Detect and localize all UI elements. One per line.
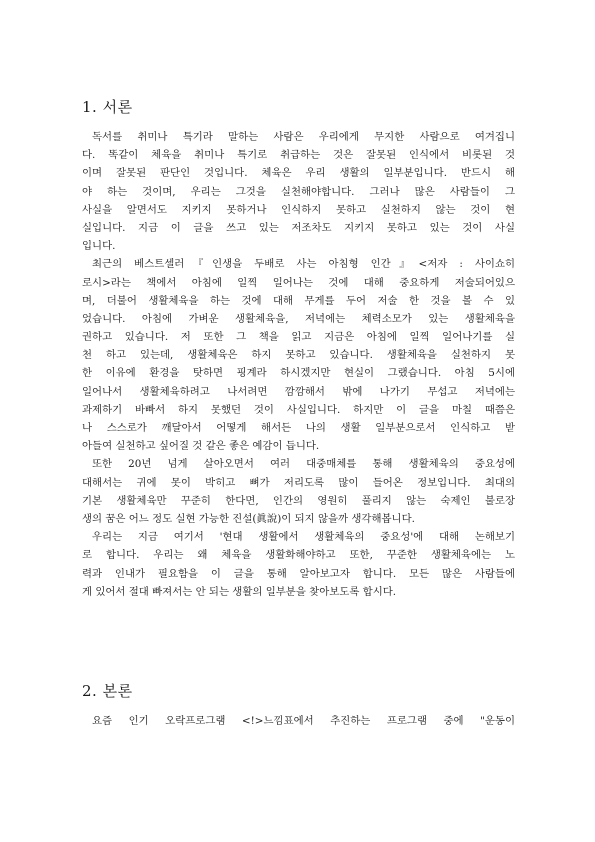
text-line: 기본 생활체육만 꾸준히 한다면, 인간의 영원히 풀리지 않는 숙제인 불로장: [82, 494, 515, 507]
text-line: 아들여 실천하고 싶어질 것 같은 좋은 예감이 듭니다.: [82, 440, 320, 453]
text-line: 며, 더불어 생활체육을 하는 것에 대해 무게를 두어 저술 한 것을 볼 수 있: [82, 294, 515, 307]
text-line: 과제하기 바빠서 하지 못했던 것이 사실입니다. 하지만 이 글을 마칠 때쯤은: [82, 403, 515, 416]
text-line: 로 합니다. 우리는 왜 체육을 생활화해야하고 또한, 꾸준한 생활체육에는 노: [82, 549, 515, 562]
text-line: 천 하고 있는데, 생활체육은 하지 못하고 있습니다. 생활체육을 실천하지 못: [82, 349, 515, 362]
text-line: 또한 20년 넘게 살아오면서 여러 대중매체를 통해 생활체육의 중요성에: [92, 458, 515, 471]
text-line: 었습니다. 아침에 가벼운 생활체육을, 저녁에는 체력소모가 있는 생활체육을: [82, 312, 515, 325]
text-line: 권하고 있습니다. 저 또한 그 책을 읽고 지금은 아침에 일찍 일어나기를 실: [82, 331, 515, 344]
text-line: 우리는 지금 여기서 '현대 생활에서 생활체육의 중요성'에 대해 논해보기: [92, 531, 515, 544]
text-line: 생의 꿈은 어느 정도 실현 가능한 진설(眞說)이 되지 않을까 생각해봅니다.: [82, 512, 415, 525]
section-body-introduction: [82, 128, 515, 601]
text-line: 독서를 취미나 특기라 말하는 사람은 우리에게 무지한 사람으로 여겨집니: [92, 131, 515, 143]
text-line: 나 스스로가 깨달아서 어떻게 해서든 나의 생활 일부분으로서 인식하고 받: [82, 422, 515, 434]
text-line: 사실을 알면서도 지키지 못하거나 인식하지 못하고 실천하지 않는 것이 현: [82, 203, 515, 216]
section-heading-main-body: 2. 본론: [82, 682, 133, 700]
text-line: 로시>라는 책에서 아침에 일찍 일어나는 것에 대해 중요하게 저술되어있으: [82, 276, 515, 289]
text-line: 력과 인내가 필요함을 이 글을 통해 알아보고자 합니다. 모든 많은 사람들에: [82, 567, 515, 580]
text-line: 야 하는 것이며, 우리는 그것을 실천해야합니다. 그러나 많은 사람들이 그: [82, 185, 515, 198]
section-body-main: [82, 712, 515, 730]
text-line: 이며 잘못된 판단인 것입니다. 체육은 우리 생활의 일부분입니다. 반드시 해: [82, 167, 515, 180]
text-line: 한 이유에 환경을 탓하면 핑계라 하시겠지만 현실이 그랬습니다. 아침 5시에: [82, 367, 515, 380]
text-line: 일어나서 생활체육하려고 나서려면 깜깜해서 밖에 나가기 무섭고 저녁에는: [82, 385, 515, 398]
text-line: 실입니다. 지금 이 글을 쓰고 있는 저조차도 지키지 못하고 있는 것이 사실: [82, 221, 515, 234]
text-line: 최근의 베스트셀러『인생을 두배로 사는 아침형 인간』<저자 : 사이쇼히: [92, 258, 515, 271]
text-line: 대해서는 귀에 못이 박히고 뼈가 저리도록 많이 들어온 정보입니다. 최대의: [82, 476, 515, 489]
text-line: 요즘 인기 오락프로그램 <!>느낌표에서 추진하는 프로그램 중에 "운동이: [92, 715, 515, 727]
text-line: 다. 똑같이 체육을 취미나 특기로 취급하는 것은 잘못된 인식에서 비롯된 것: [82, 149, 515, 162]
section-heading-introduction: 1. 서론: [82, 98, 133, 116]
text-line: 게 있어서 절대 빠져서는 안 되는 생활의 일부분을 찾아보도록 합시다.: [82, 585, 397, 598]
text-line: 입니다.: [82, 240, 116, 253]
